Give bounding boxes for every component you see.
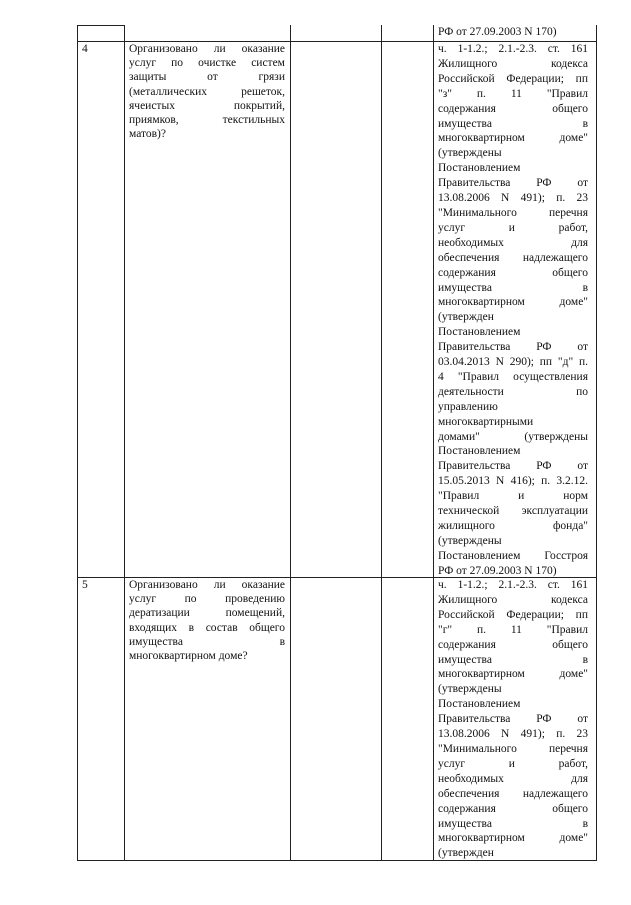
table-border-left <box>77 25 78 861</box>
reference-line: "г" п. 11 "Правил <box>438 623 588 636</box>
reference-line: ч. 1-1.2.; 2.1.-2.3. ст. 161 <box>438 579 588 591</box>
column-divider <box>290 25 291 861</box>
reference-line: содержания общего <box>438 102 588 115</box>
reference-line: необходимых для <box>438 772 588 785</box>
reference-line: Постановлением Госстроя <box>438 549 588 562</box>
question-line: услуг по очистке систем <box>129 57 285 70</box>
reference-line: 03.04.2013 N 290); пп "д" п. <box>438 356 588 369</box>
reference-line: имущества в <box>438 817 588 830</box>
reference-line: (утверждены <box>438 534 502 547</box>
reference-line: услуг и работ, <box>438 221 588 234</box>
reference-line: многоквартирными <box>438 415 534 428</box>
reference-line: многоквартирном доме" <box>438 296 588 309</box>
question-line: приямков, текстильных <box>129 114 285 127</box>
reference-line: Правительства РФ от <box>438 177 588 190</box>
reference-line: Российской Федерации; пп <box>438 72 588 85</box>
reference-line: технической эксплуатации <box>438 505 588 518</box>
column-divider <box>124 25 125 861</box>
reference-line: необходимых для <box>438 236 588 249</box>
question-cell <box>129 578 285 663</box>
reference-line: 4 "Правил осуществления <box>438 370 588 383</box>
reference-line: имущества в <box>438 281 588 294</box>
reference-line: Российской Федерации; пп <box>438 608 588 621</box>
reference-line: 13.08.2006 N 491); п. 23 <box>438 192 588 205</box>
reference-line: имущества в <box>438 653 588 666</box>
question-line: услуг по проведению <box>129 593 285 606</box>
reference-line: деятельности по <box>438 385 588 398</box>
reference-line: жилищного фонда" <box>438 520 588 532</box>
reference-line: "з" п. 11 "Правил <box>438 87 588 100</box>
reference-line: "Правил и норм <box>438 490 588 503</box>
reference-line: услуг и работ, <box>438 757 588 770</box>
column-divider <box>433 25 434 861</box>
reference-line: Правительства РФ от <box>438 713 588 726</box>
reference-line: (утверждены <box>438 683 502 696</box>
reference-line: содержания общего <box>438 638 588 651</box>
question-line: Организовано ли оказание <box>129 43 285 55</box>
reference-line: многоквартирном доме" <box>438 668 588 681</box>
reference-line: Жилищного кодекса <box>438 57 588 70</box>
row-number: 5 <box>82 579 88 591</box>
reference-line: 15.05.2013 N 416); п. 3.2.12. <box>438 475 588 488</box>
column-divider <box>381 25 382 861</box>
reference-line: обеспечения надлежащего <box>438 787 588 800</box>
question-line: ячеистых покрытий, <box>129 99 285 112</box>
reference-line: Постановлением <box>438 445 521 458</box>
question-line: защиты от грязи <box>129 71 285 84</box>
reference-line: содержания общего <box>438 266 588 279</box>
reference-line: домами" (утверждены <box>438 430 588 443</box>
reference-line: (утвержден <box>438 847 494 860</box>
question-line: (металлических решеток, <box>129 85 285 98</box>
reference-line: Постановлением <box>438 698 521 711</box>
reference-line: "Минимального перечня <box>438 742 588 755</box>
partial-top-border <box>77 25 125 26</box>
legal-reference-cell <box>438 42 588 579</box>
question-cell <box>129 42 285 141</box>
legal-reference-cell <box>438 578 588 861</box>
reference-line: имущества в <box>438 117 588 130</box>
question-line: дератизации помещений, <box>129 607 285 620</box>
reference-line: Жилищного кодекса <box>438 593 588 606</box>
reference-line: РФ от 27.09.2003 N 170) <box>438 564 557 577</box>
question-line: имущества в <box>129 635 285 648</box>
reference-line: содержания общего <box>438 802 588 815</box>
reference-line: Постановлением <box>438 326 521 339</box>
row-number: 4 <box>82 43 88 55</box>
reference-line: (утверждены <box>438 147 502 160</box>
reference-line: ч. 1-1.2.; 2.1.-2.3. ст. 161 <box>438 43 588 55</box>
reference-line: "Минимального перечня <box>438 206 588 219</box>
reference-tail: РФ от 27.09.2003 N 170) <box>438 26 557 38</box>
question-line: входящих в состав общего <box>129 621 285 634</box>
reference-line: Правительства РФ от <box>438 460 588 473</box>
question-line: Организовано ли оказание <box>129 579 285 591</box>
reference-line: (утвержден <box>438 311 494 324</box>
reference-line: Постановлением <box>438 162 521 175</box>
reference-line: управлению <box>438 400 498 413</box>
reference-line: Правительства РФ от <box>438 341 588 354</box>
reference-line: 13.08.2006 N 491); п. 23 <box>438 728 588 741</box>
table-border-right <box>596 25 597 861</box>
question-line: многоквартирном доме? <box>129 650 248 663</box>
reference-line: многоквартирном доме" <box>438 832 588 845</box>
reference-line: многоквартирном доме" <box>438 132 588 145</box>
reference-line: обеспечения надлежащего <box>438 251 588 264</box>
question-line: матов)? <box>129 128 166 141</box>
